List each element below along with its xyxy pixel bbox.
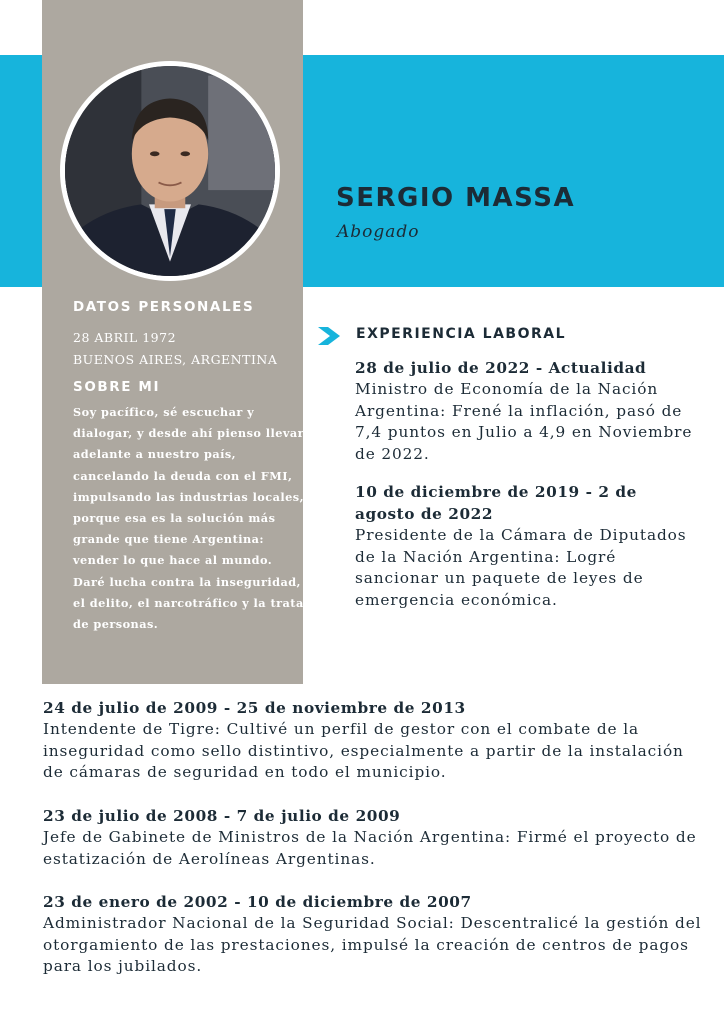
job-description: Administrador Nacional de la Seguridad Social: Descentralicé la gestión del otorgamiento de las prestaciones, impulsé la creación de centros de pagos para los jubilados. — [43, 914, 702, 975]
job-entry — [355, 481, 700, 611]
person-name: SERGIO MASSA — [336, 183, 576, 213]
job-date: 23 de julio de 2008 - 7 de julio de 2009 — [43, 807, 401, 825]
personal-data-heading: DATOS PERSONALES — [73, 299, 255, 315]
about-heading: SOBRE MI — [73, 379, 161, 395]
chevron-right-icon — [318, 327, 340, 345]
job-entry — [43, 891, 703, 978]
job-description: Jefe de Gabinete de Ministros de la Nación Argentina: Firmé el proyecto de estatización de Aerolíneas Argentinas. — [43, 828, 697, 868]
job-description: Presidente de la Cámara de Diputados de la Nación Argentina: Logré sancionar un paquete de leyes de emergencia económica. — [355, 526, 687, 609]
birth-date: 28 ABRIL 1972 — [73, 330, 177, 345]
job-entry — [43, 805, 703, 870]
job-entry — [43, 697, 703, 784]
job-entry — [355, 357, 700, 465]
about-text: Soy pacífico, sé escuchar y dialogar, y desde ahí pienso llevar adelante a nuestro país, cancelando la deuda con el FMI, impulsando las industrias locales, porque esa es la solución más grande que tiene Argentina: vender lo que hace al mundo. Daré lucha contra la inseguridad, el delito, el narcotráfico y la trata de personas. — [73, 405, 305, 632]
job-date: 23 de enero de 2002 - 10 de diciembre de 2007 — [43, 893, 472, 911]
job-description: Ministro de Economía de la Nación Argentina: Frené la inflación, pasó de 7,4 puntos en Julio a 4,9 en Noviembre de 2022. — [355, 380, 693, 463]
profile-photo — [60, 61, 280, 281]
job-title: Abogado — [337, 222, 420, 242]
job-date: 24 de julio de 2009 - 25 de noviembre de 2013 — [43, 699, 466, 717]
job-date: 28 de julio de 2022 - Actualidad — [355, 359, 647, 377]
experience-heading: EXPERIENCIA LABORAL — [356, 326, 567, 342]
location: BUENOS AIRES, ARGENTINA — [73, 352, 278, 367]
job-date: 10 de diciembre de 2019 - 2 de agosto de 2022 — [355, 483, 637, 523]
job-description: Intendente de Tigre: Cultivé un perfil de gestor con el combate de la inseguridad como sello distintivo, especialmente a partir de la instalación de cámaras de seguridad en todo el municipio. — [43, 720, 684, 781]
